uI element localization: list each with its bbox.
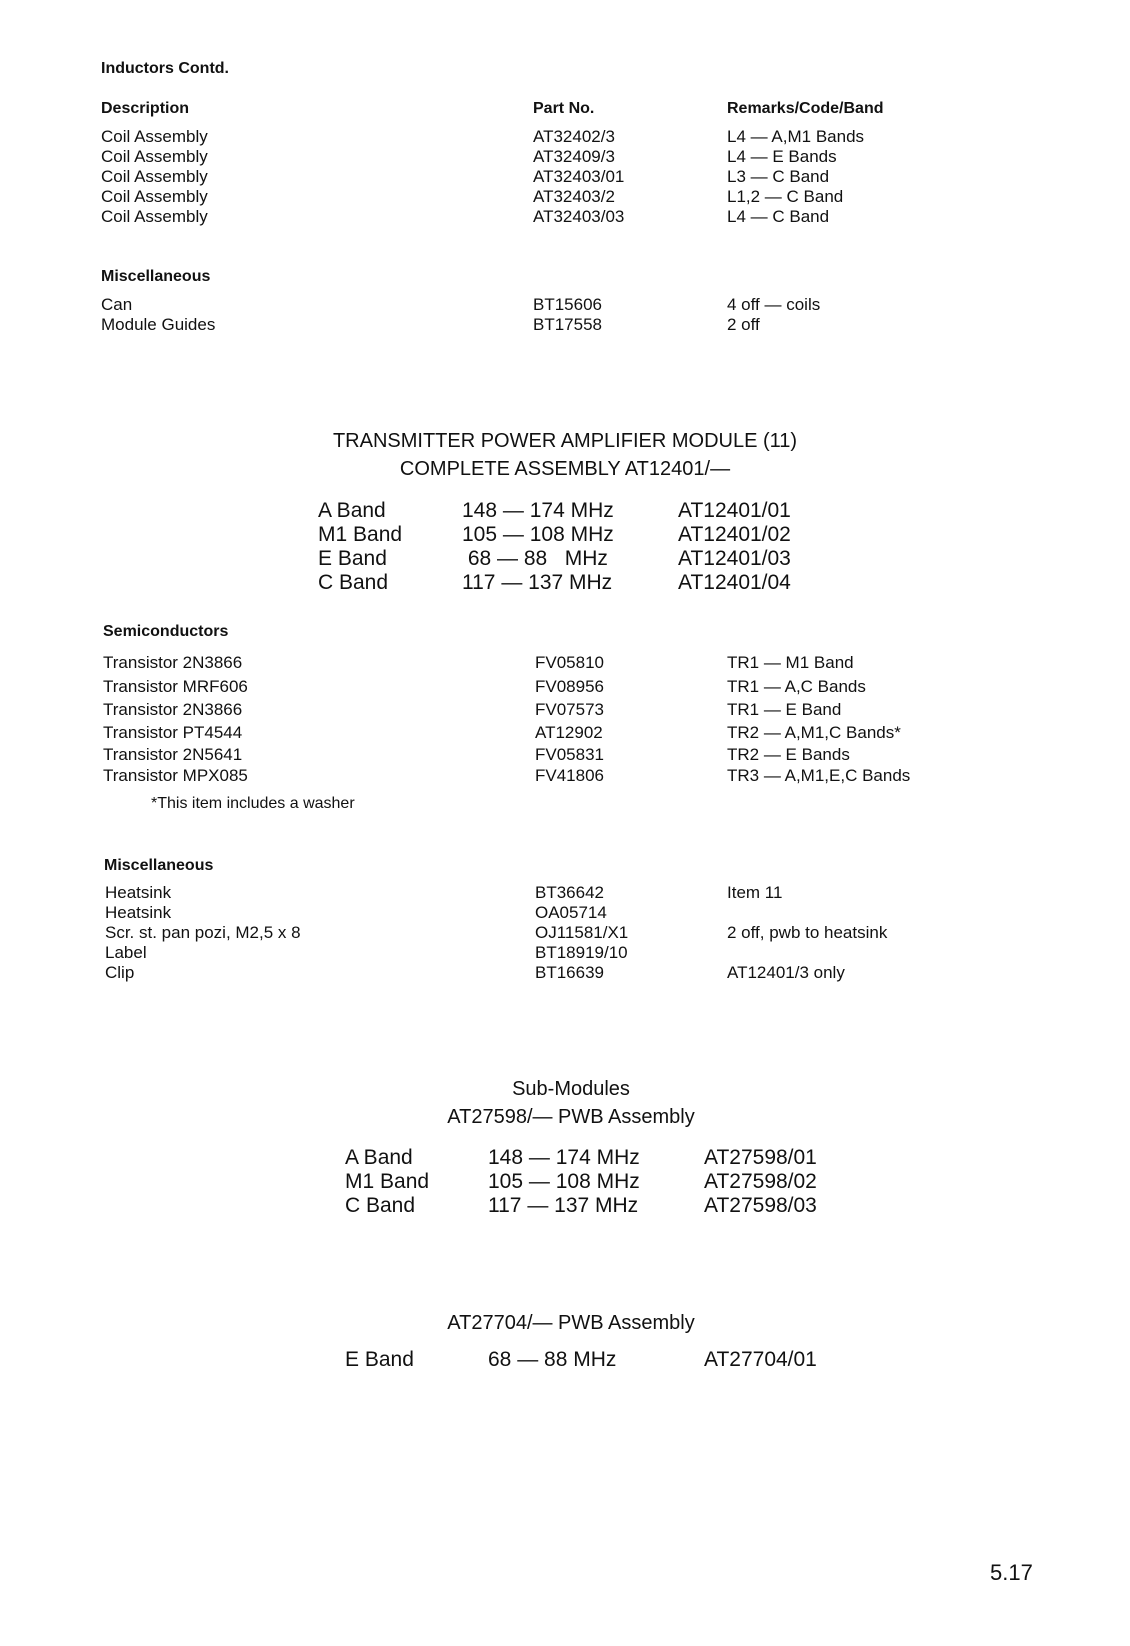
band-frequency: 105 — 108 MHz: [488, 1170, 640, 1193]
description-cell: Coil Assembly: [101, 127, 208, 146]
description-cell: Transistor MRF606: [103, 677, 248, 696]
band-name: E Band: [345, 1348, 414, 1371]
part-no-cell: BT36642: [535, 883, 604, 902]
section-heading-miscellaneous: Miscellaneous: [101, 268, 211, 285]
description-cell: Coil Assembly: [101, 147, 208, 166]
description-cell: Coil Assembly: [101, 207, 208, 226]
remarks-cell: 2 off: [727, 315, 760, 334]
band-code: AT27704/01: [704, 1348, 817, 1371]
band-frequency: 117 — 137 MHz: [462, 571, 613, 594]
remarks-cell: TR1 — E Band: [727, 700, 842, 719]
description-cell: Scr. st. pan pozi, M2,5 x 8: [105, 923, 301, 942]
band-code: AT27598/02: [704, 1170, 817, 1193]
page-number: 5.17: [990, 1560, 1033, 1585]
section-heading-semiconductors: Semiconductors: [103, 623, 229, 640]
part-no-cell: AT32403/01: [533, 167, 625, 186]
part-no-cell: AT32409/3: [533, 147, 615, 166]
band-code: AT27598/01: [704, 1146, 817, 1169]
band-frequency: 68 — 88 MHz: [488, 1348, 617, 1371]
part-no-cell: BT15606: [533, 295, 602, 314]
part-no-cell: BT17558: [533, 315, 602, 334]
module-title: TRANSMITTER POWER AMPLIFIER MODULE (11): [332, 430, 798, 452]
submodules-title: Sub-Modules: [512, 1078, 630, 1100]
submodules-subtitle: AT27598/— PWB Assembly: [447, 1106, 695, 1128]
description-cell: Transistor MPX085: [103, 766, 248, 785]
description-cell: Heatsink: [105, 883, 172, 902]
band-name: C Band: [345, 1194, 416, 1217]
remarks-cell: TR3 — A,M1,E,C Bands: [727, 766, 911, 785]
band-code: AT12401/01: [678, 499, 791, 522]
footnote: *This item includes a washer: [151, 795, 355, 812]
section-heading-miscellaneous-2: Miscellaneous: [104, 857, 214, 874]
description-cell: Module Guides: [101, 315, 216, 334]
remarks-cell: L4 — E Bands: [727, 147, 837, 166]
band-name: M1 Band: [345, 1170, 430, 1193]
remarks-cell: TR1 — M1 Band: [727, 653, 854, 672]
column-header-part-no: Part No.: [533, 100, 595, 117]
part-no-cell: OJ11581/X1: [535, 923, 629, 942]
part-no-cell: FV05831: [535, 745, 604, 764]
band-name: C Band: [318, 571, 389, 594]
description-cell: Label: [105, 943, 147, 962]
remarks-cell: TR1 — A,C Bands: [727, 677, 866, 696]
band-frequency: 105 — 108 MHz: [462, 523, 614, 546]
description-cell: Can: [101, 295, 133, 314]
band-code: AT12401/04: [678, 571, 791, 594]
part-no-cell: FV08956: [535, 677, 604, 696]
part-no-cell: FV41806: [535, 766, 604, 785]
description-cell: Heatsink: [105, 903, 172, 922]
band-code: AT12401/03: [678, 547, 791, 570]
column-header-description: Description: [101, 100, 190, 117]
remarks-cell: AT12401/3 only: [727, 963, 845, 982]
part-no-cell: BT16639: [535, 963, 604, 982]
band-frequency: 148 — 174 MHz: [488, 1146, 640, 1169]
band-code: AT27598/03: [704, 1194, 817, 1217]
band-code: AT12401/02: [678, 523, 791, 546]
band-name: M1 Band: [318, 523, 403, 546]
part-no-cell: OA05714: [535, 903, 607, 922]
remarks-cell: 4 off — coils: [727, 295, 821, 314]
remarks-cell: L4 — A,M1 Bands: [727, 127, 865, 146]
description-cell: Transistor 2N3866: [103, 700, 243, 719]
description-cell: Clip: [105, 963, 135, 982]
pwb-assembly-title: AT27704/— PWB Assembly: [447, 1312, 695, 1334]
part-no-cell: FV07573: [535, 700, 604, 719]
part-no-cell: FV05810: [535, 653, 604, 672]
part-no-cell: AT32403/2: [533, 187, 615, 206]
part-no-cell: AT12902: [535, 723, 603, 742]
section-heading-inductors: Inductors Contd.: [101, 60, 229, 77]
remarks-cell: L1,2 — C Band: [727, 187, 844, 206]
remarks-cell: TR2 — A,M1,C Bands*: [727, 723, 901, 742]
description-cell: Transistor PT4544: [103, 723, 243, 742]
band-name: E Band: [318, 547, 387, 570]
description-cell: Coil Assembly: [101, 187, 208, 206]
description-cell: Transistor 2N5641: [103, 745, 243, 764]
column-header-remarks: Remarks/Code/Band: [727, 100, 884, 117]
band-name: A Band: [318, 499, 386, 522]
part-no-cell: AT32402/3: [533, 127, 615, 146]
module-subtitle: COMPLETE ASSEMBLY AT12401/—: [399, 458, 731, 480]
band-frequency: 117 — 137 MHz: [488, 1194, 639, 1217]
description-cell: Coil Assembly: [101, 167, 208, 186]
remarks-cell: Item 11: [727, 883, 783, 902]
band-name: A Band: [345, 1146, 413, 1169]
band-frequency: 148 — 174 MHz: [462, 499, 614, 522]
band-frequency: 68 — 88 MHz: [462, 547, 608, 570]
description-cell: Transistor 2N3866: [103, 653, 243, 672]
remarks-cell: L4 — C Band: [727, 207, 830, 226]
part-no-cell: BT18919/10: [535, 943, 628, 962]
remarks-cell: L3 — C Band: [727, 167, 830, 186]
remarks-cell: TR2 — E Bands: [727, 745, 850, 764]
remarks-cell: 2 off, pwb to heatsink: [727, 923, 888, 942]
part-no-cell: AT32403/03: [533, 207, 625, 226]
